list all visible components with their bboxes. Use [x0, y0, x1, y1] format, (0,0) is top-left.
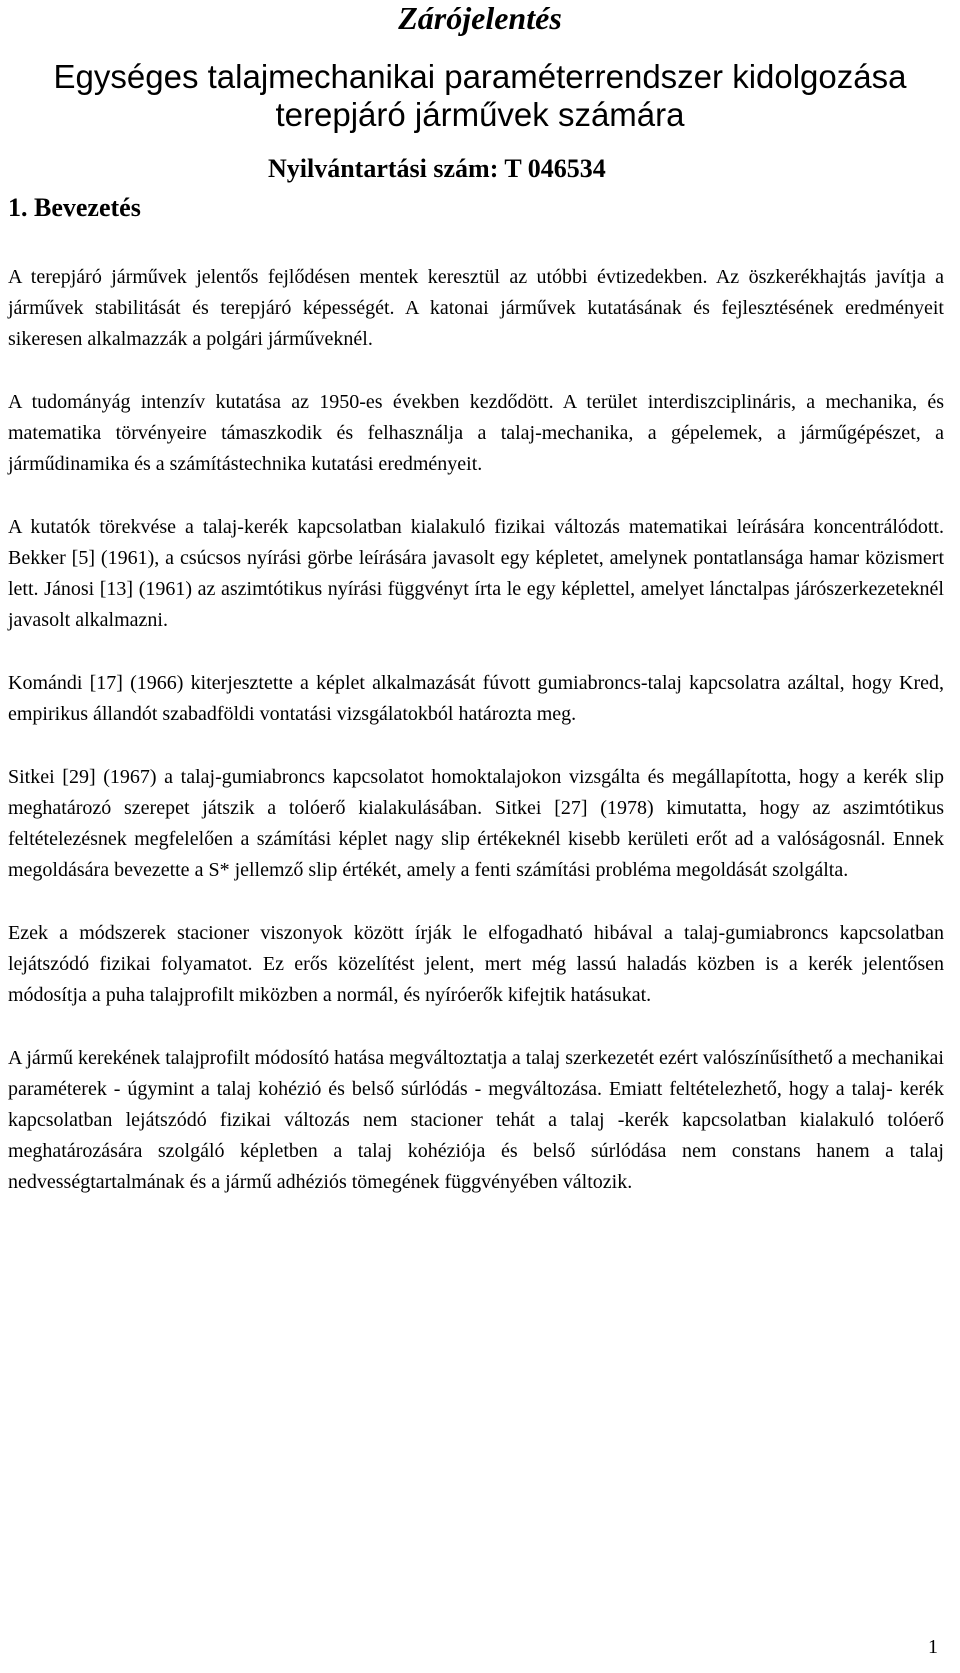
paragraph-5: Sitkei [29] (1967) a talaj-gumiabroncs kapcsolatot homoktalajokon vizsgálta és megállapította, hogy a kerék slip meghatározó szerepet játszik a tolóerő kialakulásában. Sitkei [27] (1978) kimutatta, hogy az aszimtótikus feltételezésnek megfelelően a számítási képlet nagy slip értékeknél kisebb kerületi erőt ad a valóságosnál. Ennek megoldására bevezette a S* jellemző slip értékét, amely a fenti számítási probléma megoldását szolgálta. [8, 766, 944, 881]
section-heading: 1. Bevezetés [8, 193, 141, 222]
registration-number: Nyilvántartási szám: T 046534 [268, 154, 606, 183]
paragraph-4: Komándi [17] (1966) kiterjesztette a képlet alkalmazását fúvott gumiabroncs-talaj kapcsolatra azáltal, hogy Kred, empirikus állandót szabadföldi vontatási vizsgálatokból határozta meg. [8, 672, 944, 725]
document-subtitle [0, 58, 960, 134]
page-number: 1 [928, 1636, 938, 1658]
body-text [8, 262, 944, 1230]
paragraph-2: A tudományág intenzív kutatása az 1950-es években kezdődött. A terület interdiszciplináris, a mechanika, és matematika törvényeire támaszkodik és felhasználja a talaj-mechanika, a gépelemek, a járműgépészet, a járműdinamika és a számítástechnika kutatási eredményeit. [8, 391, 944, 475]
paragraph-7: A jármű kerekének talajprofilt módosító hatása megváltoztatja a talaj szerkezetét ezért valószínűsíthető a mechanikai paraméterek - úgymint a talaj kohézió és belső súrlódás - megváltozása. Emiatt feltételezhető, hogy a talaj- kerék kapcsolatban lejátszódó fizikai változás nem stacioner tehát a talaj -kerék kapcsolatban kialakuló tolóerő meghatározására szolgáló képletben a talaj kohéziója és belső súrlódása nem constans hanem a talaj nedvességtartalmának és a jármű adhéziós tömegének függvényében változik. [8, 1047, 944, 1193]
paragraph-1: A terepjáró járművek jelentős fejlődésen mentek keresztül az utóbbi évtizedekben. Az öszkerékhajtás javítja a járművek stabilitását és terepjáró képességét. A katonai járművek kutatásának és fejlesztésének eredményeit sikeresen alkalmazzák a polgári járműveknél. [8, 266, 944, 350]
subtitle-line-1: Egységes talajmechanikai paraméterrendszer kidolgozása [53, 58, 907, 95]
paragraph-6: Ezek a módszerek stacioner viszonyok között írják le elfogadható hibával a talaj-gumiabroncs kapcsolatban lejátszódó fizikai folyamatot. Ez erős közelítést jelent, mert még lassú haladás közben is a kerék jelentősen módosítja a puha talajprofilt miközben a normál, és nyíróerők kifejtik hatásukat. [8, 922, 944, 1006]
paragraph-3: A kutatók törekvése a talaj-kerék kapcsolatban kialakuló fizikai változás matematikai leírására koncentrálódott. Bekker [5] (1961), a csúcsos nyírási görbe leírására javasolt egy képletet, amelynek pontatlansága hamar közismert lett. Jánosi [13] (1961) az aszimtótikus nyírási függvényt írta le egy képlettel, amelyet lánctalpas járószerkezeteknél javasolt alkalmazni. [8, 516, 944, 631]
subtitle-line-2: terepjáró járművek számára [275, 96, 685, 133]
document-title: Zárójelentés [398, 0, 562, 36]
